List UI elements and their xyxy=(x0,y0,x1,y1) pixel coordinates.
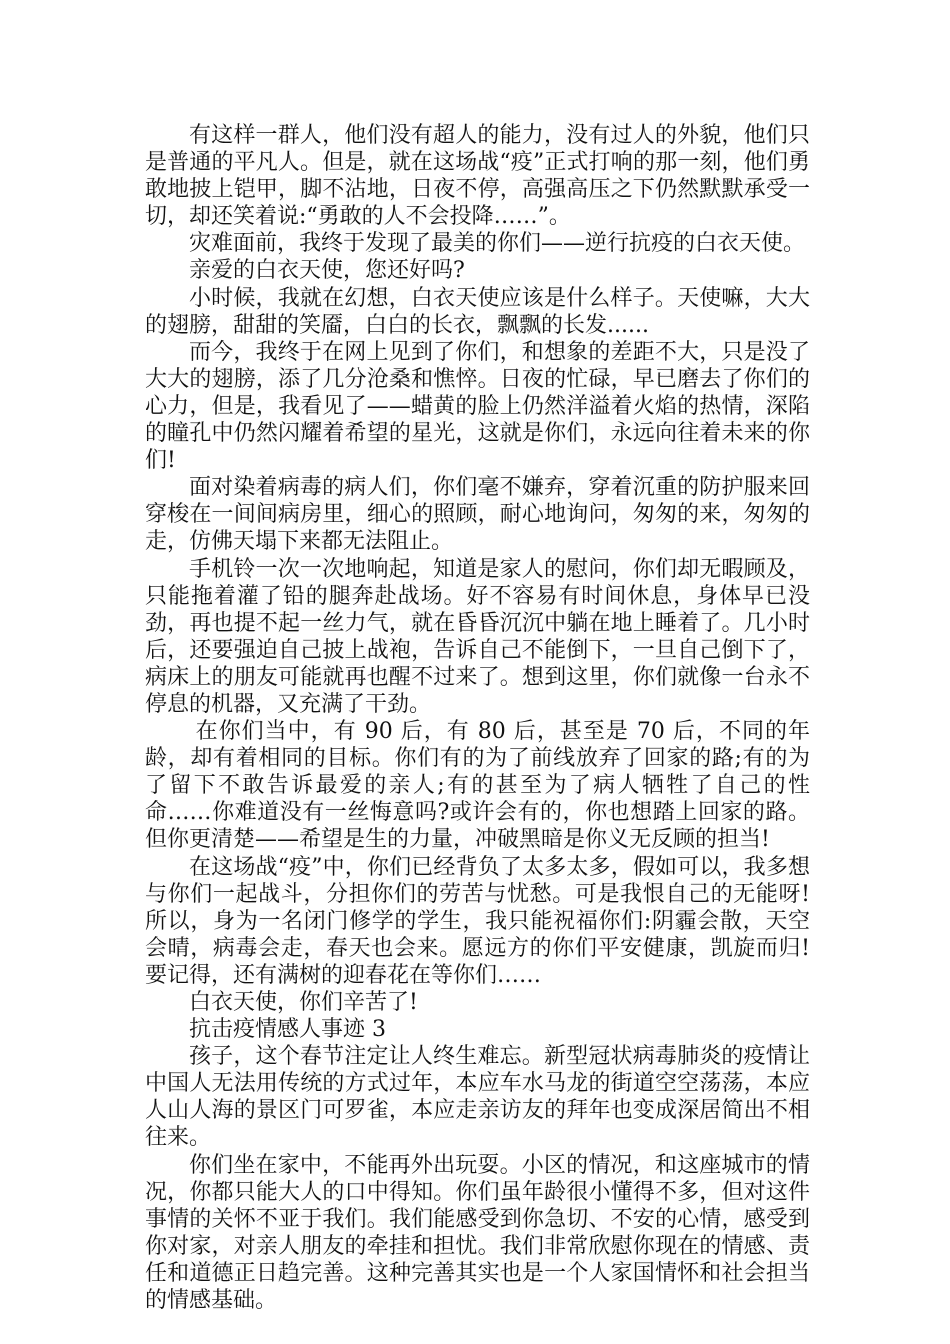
paragraph-greeting: 亲爱的白衣天使，您还好吗? xyxy=(189,258,465,284)
paragraph-phone: 手机铃一次一次地响起，知道是家人的慰问，你们却无暇顾及，只能拖着灌了铅的腿奔赴战场。好不容易有时间休息，身体早已没劲，再也提不起一丝力气，就在昏昏沉沉中躺在地上睡着了。几小时后，还要强迫自己披上战袍，告诉自己不能倒下，一旦自己倒下了，病床上的朋友可能就再也醒不过来了。想到这里，你们就像一台永不停息的机器，又充满了干劲。 xyxy=(145,556,810,717)
paragraph-home: 你们坐在家中，不能再外出玩耍。小区的情况，和这座城市的情况，你都只能大人的口中得知。你们虽年龄很小懂得不多，但对这件事情的关怀不亚于我们。我们能感受到你急切、不安的心情，感受到你对家，对亲人朋友的牵挂和担忧。我们非常欣慰你现在的情感、责任和道德正日趋完善。这种完善其实也是一个人家国情怀和社会担当的情感基础。 xyxy=(145,1152,810,1314)
paragraph-childhood: 小时候，我就在幻想，白衣天使应该是什么样子。天使嘛，大大的翅膀，甜甜的笑靥，白白的长衣，飘飘的长发...... xyxy=(145,285,810,338)
paragraph-intro: 有这样一群人，他们没有超人的能力，没有过人的外貌，他们只是普通的平凡人。但是，就在这场战“疫”正式打响的那一刻，他们勇敢地披上铠甲，脚不沾地，日夜不停，高强高压之下仍然默默承受一切，却还笑着说:“勇敢的人不会投降……”。 xyxy=(145,123,810,230)
paragraph-now: 而今，我终于在网上见到了你们，和想象的差距不大，只是没了大大的翅膀，添了几分沧桑和憔悴。日夜的忙碌，早已磨去了你们的心力，但是，我看见了——蜡黄的脸上仍然洋溢着火焰的热情，深陷的瞳孔中仍然闪耀着希望的星光，这就是你们，永远向往着未来的你们! xyxy=(145,339,810,474)
paragraph-patients: 面对染着病毒的病人们，你们毫不嫌弃，穿着沉重的防护服来回穿梭在一间间病房里，细心的照顾，耐心地询问，匆匆的来，匆匆的走，仿佛天塌下来都无法阻止。 xyxy=(145,475,810,555)
paragraph-generations: 在你们当中，有 90 后，有 80 后，甚至是 70 后，不同的年龄，却有着相同的目标。你们有的为了前线放弃了回家的路;有的为了留下不敢告诉最爱的亲人;有的甚至为了病人牺牲了自己的性命……你难道没有一丝悔意吗?或许会有的，你也想踏上回家的路。但你更清楚——希望是生的力量，冲破黑暗是你义无反顾的担当! xyxy=(145,719,810,853)
section-heading: 抗击疫情感人事迹 3 xyxy=(189,1017,386,1043)
document-body xyxy=(145,122,810,1314)
paragraph-children: 孩子，这个春节注定让人终生难忘。新型冠状病毒肺炎的疫情让中国人无法用传统的方式过年，本应车水马龙的街道空空荡荡，本应人山人海的景区门可罗雀，本应走亲访友的拜年也变成深居简出不相往来。 xyxy=(145,1044,810,1151)
paragraph-battle: 在这场战“疫”中，你们已经背负了太多太多，假如可以，我多想与你们一起战斗，分担你们的劳苦与忧愁。可是我恨自己的无能呀!所以，身为一名闭门修学的学生，我只能祝福你们:阴霾会散，天空会晴，病毒会走，春天也会来。愿远方的你们平安健康，凯旋而归!要记得，还有满树的迎春花在等你们…… xyxy=(145,854,810,988)
paragraph-disaster: 灾难面前，我终于发现了最美的你们——逆行抗疫的白衣天使。 xyxy=(189,231,806,257)
paragraph-thanks: 白衣天使，你们辛苦了! xyxy=(189,990,418,1015)
